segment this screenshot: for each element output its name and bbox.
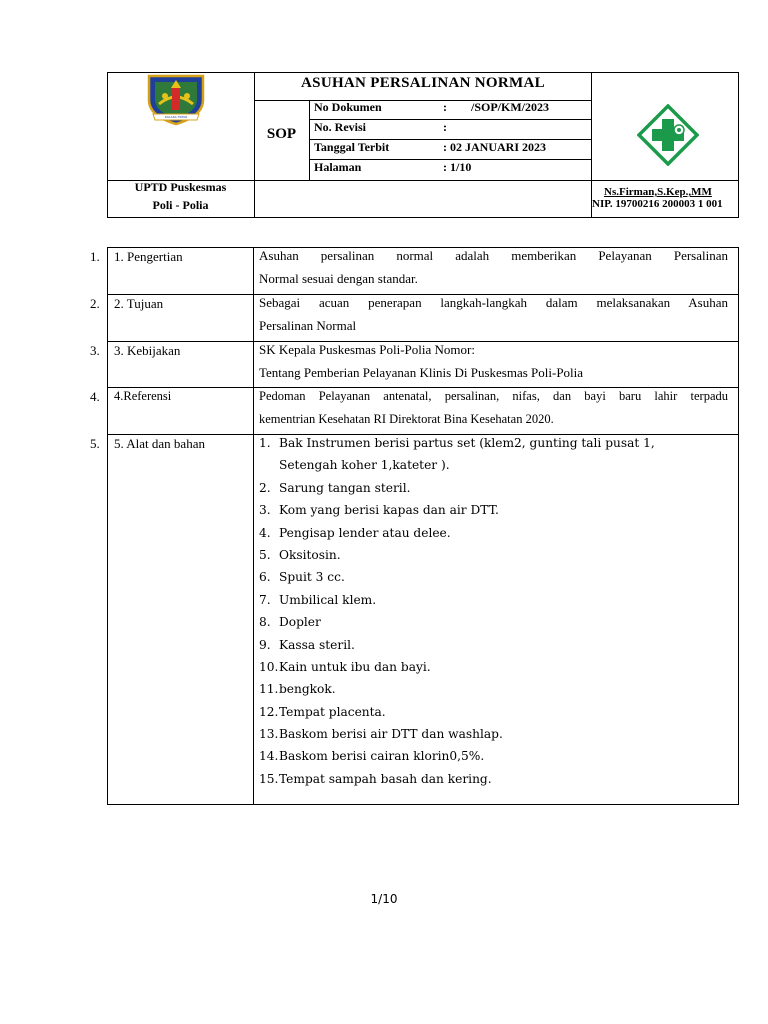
field-value-no-revisi: : — [443, 120, 447, 134]
list-item-text: Sarung tangan steril. — [279, 480, 411, 495]
list-item-text: Dopler — [279, 615, 321, 630]
logo-caption: KOLAKA TIMUR — [164, 114, 188, 119]
list-item — [259, 544, 729, 566]
document-title: ASUHAN PERSALINAN NORMAL — [301, 75, 545, 91]
section-text-line: Tentang Pemberian Pelayanan Klinis Di Puskesmas Poli-Polia — [259, 365, 584, 380]
list-item — [259, 678, 729, 700]
list-item — [259, 634, 729, 656]
section-text-line: Persalinan Normal — [259, 318, 357, 333]
org-name: UPTD Puskesmas — [134, 180, 227, 194]
list-item-number: 11. — [259, 682, 279, 697]
list-item — [259, 589, 729, 611]
list-item — [259, 611, 729, 633]
list-item — [259, 745, 729, 767]
row-number: 3. — [90, 343, 100, 358]
list-item — [259, 566, 729, 588]
section-text-line: Asuhan persalinan normal adalah memberikan Pelayanan Persalinan — [259, 248, 728, 263]
list-item-text: Bak Instrumen berisi partus set (klem2, gunting tali pusat 1, — [279, 436, 655, 450]
row-number: 2. — [90, 296, 100, 311]
page-number: 1/10 — [370, 892, 398, 906]
list-item — [259, 701, 729, 723]
list-item-number: 12. — [259, 704, 279, 719]
field-value-no-dokumen: : /SOP/KM/2023 — [443, 100, 549, 114]
list-item-number: 4. — [259, 525, 271, 540]
list-item-number: 14. — [259, 749, 279, 764]
field-value-halaman: : 1/10 — [443, 160, 472, 174]
field-label-no-dokumen: No Dokumen — [314, 100, 382, 114]
section-text-line: Normal sesuai dengan standar. — [259, 271, 418, 286]
list-item — [259, 522, 729, 544]
section-label-referensi: 4.Referensi — [114, 389, 172, 403]
org-location: Poli - Polia — [152, 198, 209, 212]
list-item-text: Oksitosin. — [279, 547, 341, 562]
list-item-number: 15. — [259, 771, 279, 786]
list-item-text: Kom yang berisi kapas dan air DTT. — [279, 503, 499, 518]
field-label-no-revisi: No. Revisi — [314, 120, 366, 134]
row-number: 5. — [90, 436, 100, 451]
section-text-line: kementrian Kesehatan RI Direktorat Bina Kesehatan 2020. — [259, 412, 554, 426]
list-item-text: Umbilical klem. — [279, 592, 377, 607]
list-item-number: 13. — [259, 727, 279, 742]
puskesmas-cross-icon — [637, 104, 699, 166]
section-label-pengertian: 1. Pengertian — [114, 249, 183, 264]
section-label-alat-dan-bahan: 5. Alat dan bahan — [114, 436, 205, 451]
list-item-text: Setengah koher 1,kateter ). — [279, 458, 450, 473]
signer-name: Ns.Firman,S.Kep.,MM — [604, 186, 712, 198]
section-text-line: Sebagai acuan penerapan langkah-langkah dalam melaksanakan Asuhan — [259, 295, 728, 310]
field-label-halaman: Halaman — [314, 160, 362, 174]
equipment-list — [259, 432, 729, 790]
section-label-tujuan: 2. Tujuan — [114, 296, 164, 311]
field-value-tanggal-terbit: : 02 JANUARI 2023 — [443, 140, 546, 154]
list-item-number: 6. — [259, 570, 271, 585]
list-item — [259, 723, 729, 745]
list-item — [259, 499, 729, 521]
signer-nip: NIP. 19700216 200003 1 001 — [592, 198, 723, 210]
field-label-tanggal-terbit: Tanggal Terbit — [314, 140, 390, 154]
section-label-kebijakan: 3. Kebijakan — [114, 343, 181, 358]
list-item-text: Baskom berisi air DTT dan washlap. — [279, 727, 503, 742]
list-item-text: Tempat placenta. — [279, 704, 386, 719]
list-item-number: 9. — [259, 637, 271, 652]
list-item-number: 2. — [259, 480, 271, 495]
section-text-line: SK Kepala Puskesmas Poli-Polia Nomor: — [259, 342, 475, 357]
list-item-text: Kassa steril. — [279, 637, 355, 652]
list-item-number: 3. — [259, 503, 271, 518]
list-item-text: Pengisap lender atau delee. — [279, 525, 451, 540]
list-item — [259, 432, 729, 454]
list-item-text: Tempat sampah basah dan kering. — [279, 771, 492, 786]
section-text-line: Pedoman Pelayanan antenatal, persalinan, nifas, dan bayi baru lahir terpadu — [259, 389, 728, 403]
list-item — [259, 454, 729, 476]
list-item — [259, 768, 729, 790]
list-item-number: 1. — [259, 436, 271, 450]
row-number: 1. — [90, 249, 100, 264]
list-item — [259, 477, 729, 499]
list-item-number: 5. — [259, 547, 271, 562]
list-item-text: Kain untuk ibu dan bayi. — [279, 659, 431, 674]
list-item — [259, 656, 729, 678]
regional-logo — [145, 70, 207, 126]
list-item-text: Spuit 3 cc. — [279, 570, 345, 585]
sop-label: SOP — [266, 126, 297, 142]
list-item-number: 8. — [259, 615, 271, 630]
list-item-text: bengkok. — [279, 682, 336, 697]
puskesmas-logo — [637, 104, 699, 166]
list-item-text: Baskom berisi cairan klorin0,5%. — [279, 749, 485, 764]
list-item-number: 7. — [259, 592, 271, 607]
list-item-number: 10. — [259, 659, 279, 674]
row-number: 4. — [90, 389, 100, 404]
